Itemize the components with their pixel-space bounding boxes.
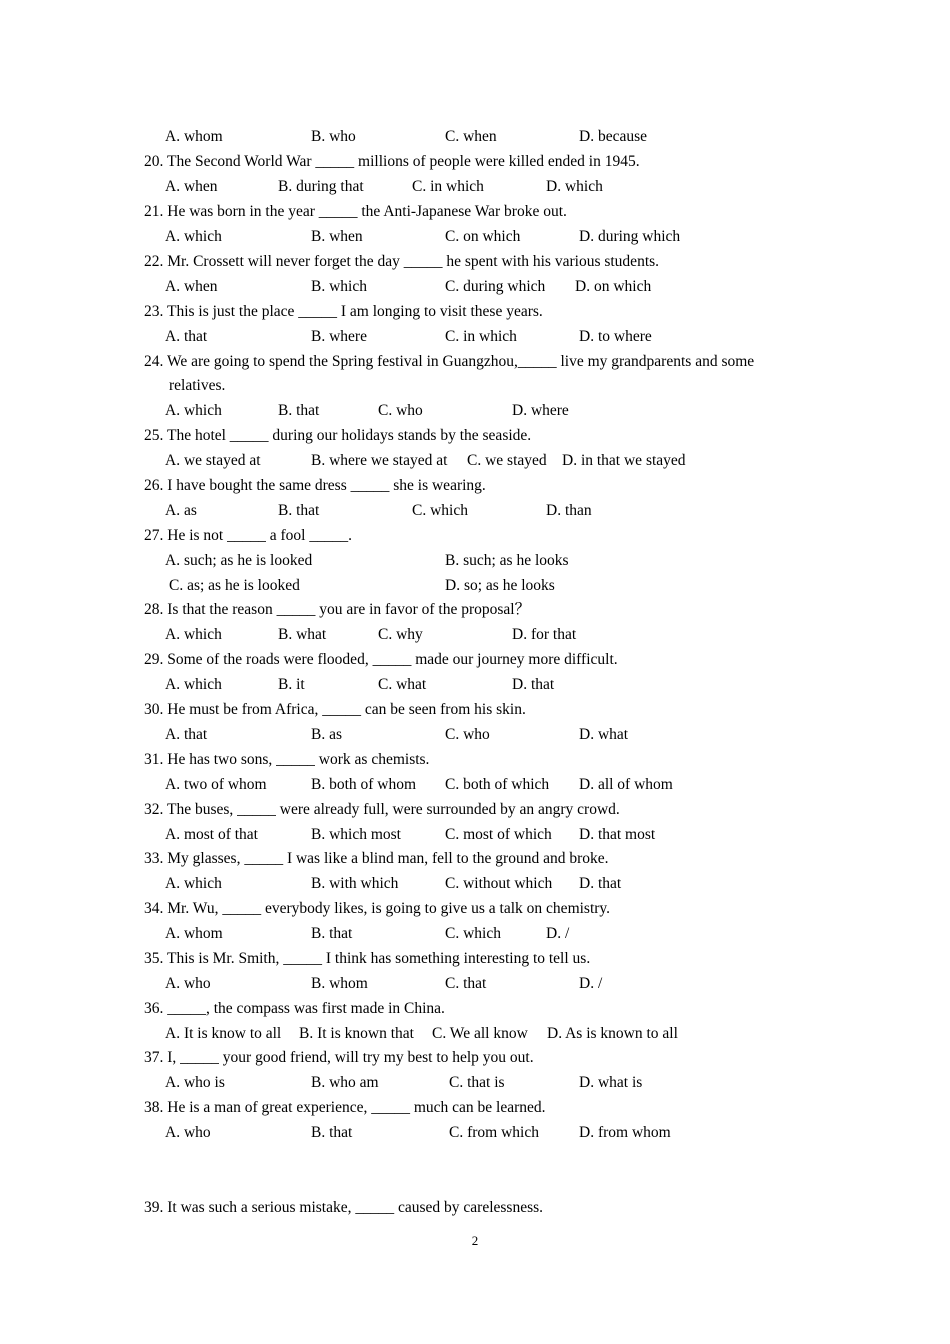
option-d: D. in that we stayed <box>562 452 686 469</box>
option-b: B. that <box>311 1124 353 1141</box>
option-a: A. that <box>165 726 208 743</box>
option-c: C. in which <box>412 178 484 195</box>
option-a: A. who <box>165 1124 211 1141</box>
question-text: 39. It was such a serious mistake, _____ caused by carelessness. <box>144 1199 544 1216</box>
option-d: D. for that <box>512 626 577 643</box>
option-b: B. who am <box>311 1074 379 1091</box>
option-b: B. when <box>311 228 363 245</box>
option-c: C. without which <box>445 875 553 892</box>
option-c: C. when <box>445 128 497 145</box>
option-a: A. when <box>165 178 218 195</box>
option-c: C. why <box>378 626 423 643</box>
option-c: C. We all know <box>432 1025 528 1042</box>
question-text: 38. He is a man of great experience, _____ much can be learned. <box>144 1099 546 1116</box>
option-b: B. during that <box>278 178 364 195</box>
option-d: D. from whom <box>579 1124 671 1141</box>
question-text: 26. I have bought the same dress _____ she is wearing. <box>144 477 486 494</box>
option-c: C. which <box>445 925 501 942</box>
option-d: D. so; as he looks <box>445 577 555 594</box>
option-c: C. as; as he is looked <box>169 577 300 594</box>
option-c: C. which <box>412 502 468 519</box>
question-text: 29. Some of the roads were flooded, _____ made our journey more difficult. <box>144 651 618 668</box>
option-c: C. both of which <box>445 776 550 793</box>
option-b: B. as <box>311 726 342 743</box>
option-b: B. It is known that <box>299 1025 414 1042</box>
option-a: A. which <box>165 228 222 245</box>
option-c: C. during which <box>445 278 546 295</box>
question-text: 28. Is that the reason _____ you are in favor of the proposal？ <box>144 601 531 618</box>
option-b: B. both of whom <box>311 776 417 793</box>
option-a: A. two of whom <box>165 776 267 793</box>
option-d: D. / <box>546 925 570 942</box>
option-a: A. as <box>165 502 197 519</box>
option-a: A. most of that <box>165 826 258 843</box>
option-c: C. in which <box>445 328 517 345</box>
option-d: D. that <box>579 875 622 892</box>
question-text: 33. My glasses, _____ I was like a blind man, fell to the ground and broke. <box>144 850 609 867</box>
option-d: D. than <box>546 502 592 519</box>
option-d: D. / <box>579 975 603 992</box>
question-text: 21. He was born in the year _____ the Anti-Japanese War broke out. <box>144 203 567 220</box>
option-b: B. with which <box>311 875 399 892</box>
option-c: C. from which <box>449 1124 539 1141</box>
option-b: B. where we stayed at <box>311 452 448 469</box>
option-b: B. which <box>311 278 367 295</box>
option-b: B. that <box>278 402 320 419</box>
question-text: 27. He is not _____ a fool _____. <box>144 527 352 544</box>
option-a: A. It is know to all <box>165 1025 282 1042</box>
option-c: C. that is <box>449 1074 505 1091</box>
option-c: C. we stayed <box>467 452 547 469</box>
option-b: B. what <box>278 626 327 643</box>
option-d: D. where <box>512 402 569 419</box>
option-d: D. As is known to all <box>547 1025 678 1042</box>
option-c: C. that <box>445 975 487 992</box>
question-text: 32. The buses, _____ were already full, were surrounded by an angry crowd. <box>144 801 620 818</box>
option-c: C. on which <box>445 228 521 245</box>
option-c: C. what <box>378 676 427 693</box>
question-text: 31. He has two sons, _____ work as chemists. <box>144 751 430 768</box>
option-a: A. whom <box>165 925 223 942</box>
option-b: B. it <box>278 676 305 693</box>
option-a: A. which <box>165 875 222 892</box>
option-a: A. who is <box>165 1074 225 1091</box>
page-number: 2 <box>471 1233 479 1248</box>
question-text: 30. He must be from Africa, _____ can be seen from his skin. <box>144 701 526 718</box>
option-d: D. on which <box>575 278 652 295</box>
option-a: A. we stayed at <box>165 452 261 469</box>
option-a: A. which <box>165 626 222 643</box>
option-b: B. which most <box>311 826 401 843</box>
option-b: B. where <box>311 328 367 345</box>
option-a: A. which <box>165 676 222 693</box>
option-a: A. that <box>165 328 208 345</box>
option-b: B. that <box>311 925 353 942</box>
option-d: D. during which <box>579 228 681 245</box>
question-text: 37. I, _____ your good friend, will try my best to help you out. <box>144 1049 534 1066</box>
option-d: D. to where <box>579 328 652 345</box>
question-text: 35. This is Mr. Smith, _____ I think has something interesting to tell us. <box>144 950 591 967</box>
option-d: D. what is <box>579 1074 643 1091</box>
option-d: D. what <box>579 726 629 743</box>
question-text: 22. Mr. Crossett will never forget the day _____ he spent with his various students. <box>144 253 660 270</box>
option-b: B. that <box>278 502 320 519</box>
option-a: A. when <box>165 278 218 295</box>
question-text: 34. Mr. Wu, _____ everybody likes, is going to give us a talk on chemistry. <box>144 900 611 917</box>
option-a: A. whom <box>165 128 223 145</box>
question-text: 36. _____, the compass was first made in China. <box>144 1000 445 1017</box>
option-d: D. because <box>579 128 647 145</box>
option-b: B. who <box>311 128 356 145</box>
option-b: B. whom <box>311 975 368 992</box>
option-d: D. that most <box>579 826 656 843</box>
question-text: 25. The hotel _____ during our holidays stands by the seaside. <box>144 427 532 444</box>
option-c: C. who <box>378 402 423 419</box>
option-a: A. such; as he is looked <box>165 552 313 569</box>
option-d: D. all of whom <box>579 776 673 793</box>
option-d: D. which <box>546 178 603 195</box>
option-a: A. who <box>165 975 211 992</box>
question-text: 24. We are going to spend the Spring festival in Guangzhou,_____ live my grandparents and some <box>144 353 755 370</box>
option-c: C. most of which <box>445 826 552 843</box>
question-text: 20. The Second World War _____ millions of people were killed ended in 1945. <box>144 153 640 170</box>
question-text-continuation: relatives. <box>169 377 226 394</box>
option-b: B. such; as he looks <box>445 552 569 569</box>
question-text: 23. This is just the place _____ I am longing to visit these years. <box>144 303 543 320</box>
option-d: D. that <box>512 676 555 693</box>
option-a: A. which <box>165 402 222 419</box>
option-c: C. who <box>445 726 490 743</box>
